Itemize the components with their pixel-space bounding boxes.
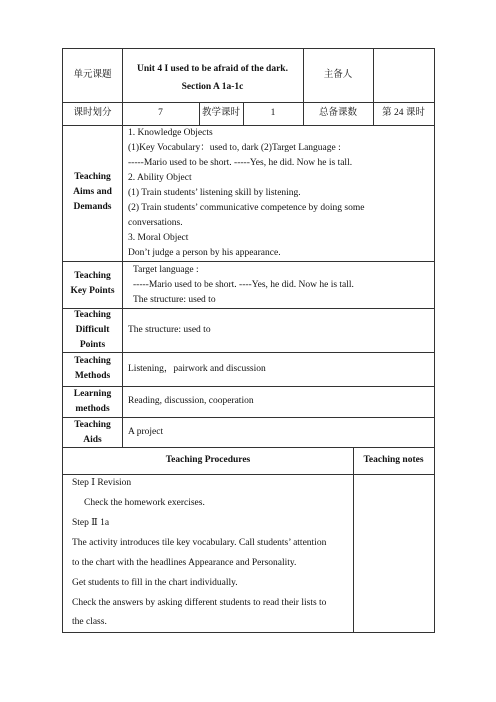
aims-line: (2) Train students’ communicative competence by doing some <box>128 203 365 213</box>
teaching-hour-value: 1 <box>270 108 276 118</box>
procedure-line: The activity introduces tile key vocabulary. Call students’ attention <box>72 538 327 548</box>
procedures-heading: Teaching Procedures <box>165 455 251 465</box>
aids-label <box>63 418 122 448</box>
aims-label-line: Demands <box>73 202 112 212</box>
aims-line: conversations. <box>128 218 183 228</box>
lesson-plan-table <box>62 48 435 633</box>
learning-label-line: Learning <box>73 389 112 399</box>
difficult-label-line: Teaching <box>74 310 111 320</box>
unit-label: 单元课题 <box>73 70 112 80</box>
aids-value: A project <box>128 427 164 437</box>
unit-title: Unit 4 I used to be afraid of the dark. <box>137 64 288 74</box>
procedure-step-2: Step Ⅱ 1a <box>72 518 110 528</box>
aims-line: 2. Ability Object <box>128 173 192 183</box>
class-division-value: 7 <box>158 108 163 118</box>
class-division-label: 课时划分 <box>73 108 112 118</box>
aims-line: 3. Moral Object <box>128 233 189 243</box>
procedure-step-1: Step Ⅰ Revision <box>72 478 132 488</box>
row-divider <box>63 102 434 103</box>
row-divider <box>63 474 434 475</box>
preparer-label: 主备人 <box>323 70 353 80</box>
unit-section: Section A 1a-1c <box>181 82 244 92</box>
row-divider <box>63 125 434 126</box>
key-points-line: The structure: used to <box>133 295 216 305</box>
key-points-line: Target language : <box>133 265 199 275</box>
difficult-label-line: Difficult <box>75 325 110 335</box>
methods-value: Listening，pairwork and discussion <box>128 364 266 374</box>
procedure-line: the class. <box>72 617 107 627</box>
aids-label-line: Teaching <box>74 420 111 430</box>
notes-heading: Teaching notes <box>363 455 424 465</box>
learning-label <box>63 387 122 417</box>
procedure-line: Get students to fill in the chart individually. <box>72 578 238 588</box>
aims-line: Don’t judge a person by his appearance. <box>128 248 281 258</box>
learning-value: Reading, discussion, cooperation <box>128 396 254 406</box>
key-points-label-line: Key Points <box>70 286 115 296</box>
methods-label-line: Methods <box>74 371 111 381</box>
aims-line: -----Mario used to be short. -----Yes, he did. Now he is tall. <box>128 158 353 168</box>
methods-label-line: Teaching <box>74 356 111 366</box>
difficult-points-label <box>63 308 122 353</box>
key-points-label <box>63 269 122 299</box>
aims-line: 1. Knowledge Objects <box>128 128 213 138</box>
procedure-line: Check the homework exercises. <box>84 498 205 508</box>
procedure-line: to the chart with the headlines Appearance and Personality. <box>72 558 297 568</box>
aims-label <box>63 170 122 215</box>
difficult-points-value: The structure: used to <box>128 325 211 335</box>
methods-label <box>63 354 122 384</box>
learning-label-line: methods <box>75 404 110 414</box>
difficult-label-line: Points <box>79 340 106 350</box>
teaching-hour-label: 教学课时 <box>201 108 240 118</box>
aims-label-line: Teaching <box>74 172 111 182</box>
procedure-line: Check the answers by asking different students to read their lists to <box>72 598 327 608</box>
aims-line: (1) Train students’ listening skill by listening. <box>128 188 301 198</box>
total-label: 总备课数 <box>318 108 357 118</box>
row-divider <box>63 261 434 262</box>
key-points-line: -----Mario used to be short. ----Yes, he did. Now he is tall. <box>133 280 354 290</box>
total-value: 第 24 课时 <box>382 108 425 118</box>
aims-line: (1)Key Vocabulary：used to, dark (2)Target Language : <box>128 143 341 153</box>
aims-label-line: Aims and <box>73 187 112 197</box>
key-points-label-line: Teaching <box>74 271 111 281</box>
col-divider <box>353 447 354 632</box>
aids-label-line: Aids <box>83 435 102 445</box>
